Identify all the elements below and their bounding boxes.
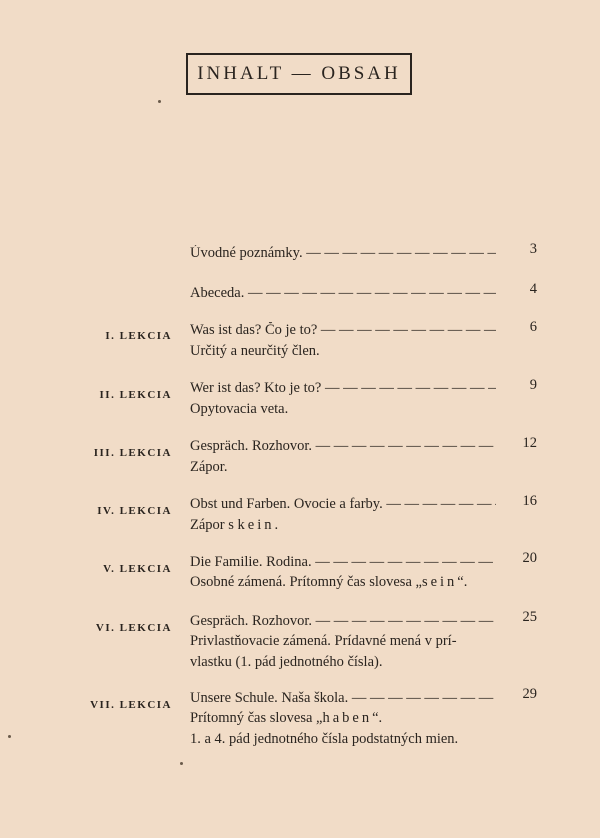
toc-entry-title: Unsere Schule. Naša škola. — —: [190, 690, 496, 707]
page-title: INHALT — OBSAH: [186, 53, 412, 95]
toc-page-number: 6: [529, 319, 537, 335]
toc-page-number: 20: [522, 550, 537, 566]
toc-entry-title: Gespräch. Rozhovor. — —: [190, 613, 496, 630]
lesson-label: IV. LEKCIA: [97, 505, 172, 517]
lesson-label: VII. LEKCIA: [90, 699, 172, 711]
toc-page-number: 25: [522, 609, 537, 625]
lesson-label: II. LEKCIA: [99, 389, 172, 401]
lesson-label: V. LEKCIA: [103, 563, 172, 575]
toc-entry-subtitle: Zápor.: [190, 459, 228, 475]
toc-entry-title: Gespräch. Rozhovor. — —: [190, 438, 496, 455]
toc-page-number: 12: [522, 435, 537, 451]
toc-entry-title: Úvodné poznámky. — —: [190, 245, 496, 262]
lesson-label: I. LEKCIA: [105, 330, 172, 342]
toc-entry-subtitle: Osobné zámená. Prítomný čas slovesa „sein“.: [190, 574, 468, 590]
paper-speck: [158, 100, 161, 103]
toc-entry-subtitle: Privlastňovacie zámená. Prídavné mená v prí-: [190, 633, 457, 649]
toc-page-number: 9: [529, 377, 537, 393]
paper-speck: [8, 735, 11, 738]
paper-speck: [180, 762, 183, 765]
lesson-label: VI. LEKCIA: [95, 622, 172, 634]
toc-page-number: 16: [522, 493, 537, 509]
toc-entry-subtitle: vlastku (1. pád jednotného čísla).: [190, 654, 383, 670]
toc-page-number: 4: [529, 281, 537, 297]
toc-entry-title: Die Familie. Rodina. — —: [190, 554, 496, 571]
toc-entry-title: Abeceda. — —: [190, 285, 496, 302]
toc-entry-subtitle: Určitý a neurčitý člen.: [190, 343, 320, 359]
toc-entry-title: Was ist das? Čo je to? — —: [190, 322, 496, 339]
lesson-label: III. LEKCIA: [93, 447, 172, 459]
toc-entry-subtitle: Opytovacia veta.: [190, 401, 289, 417]
toc-entry-subtitle: Zápor s kein.: [190, 517, 282, 533]
toc-page-number: 29: [522, 686, 537, 702]
toc-entry-title: Wer ist das? Kto je to? — —: [190, 380, 496, 397]
toc-page-number: 3: [529, 241, 537, 257]
toc-entry-subtitle: Prítomný čas slovesa „haben“.: [190, 710, 383, 726]
toc-entry-subtitle: 1. a 4. pád jednotného čísla podstatných mien.: [190, 731, 459, 747]
toc-entry-title: Obst und Farben. Ovocie a farby. — —: [190, 496, 496, 513]
